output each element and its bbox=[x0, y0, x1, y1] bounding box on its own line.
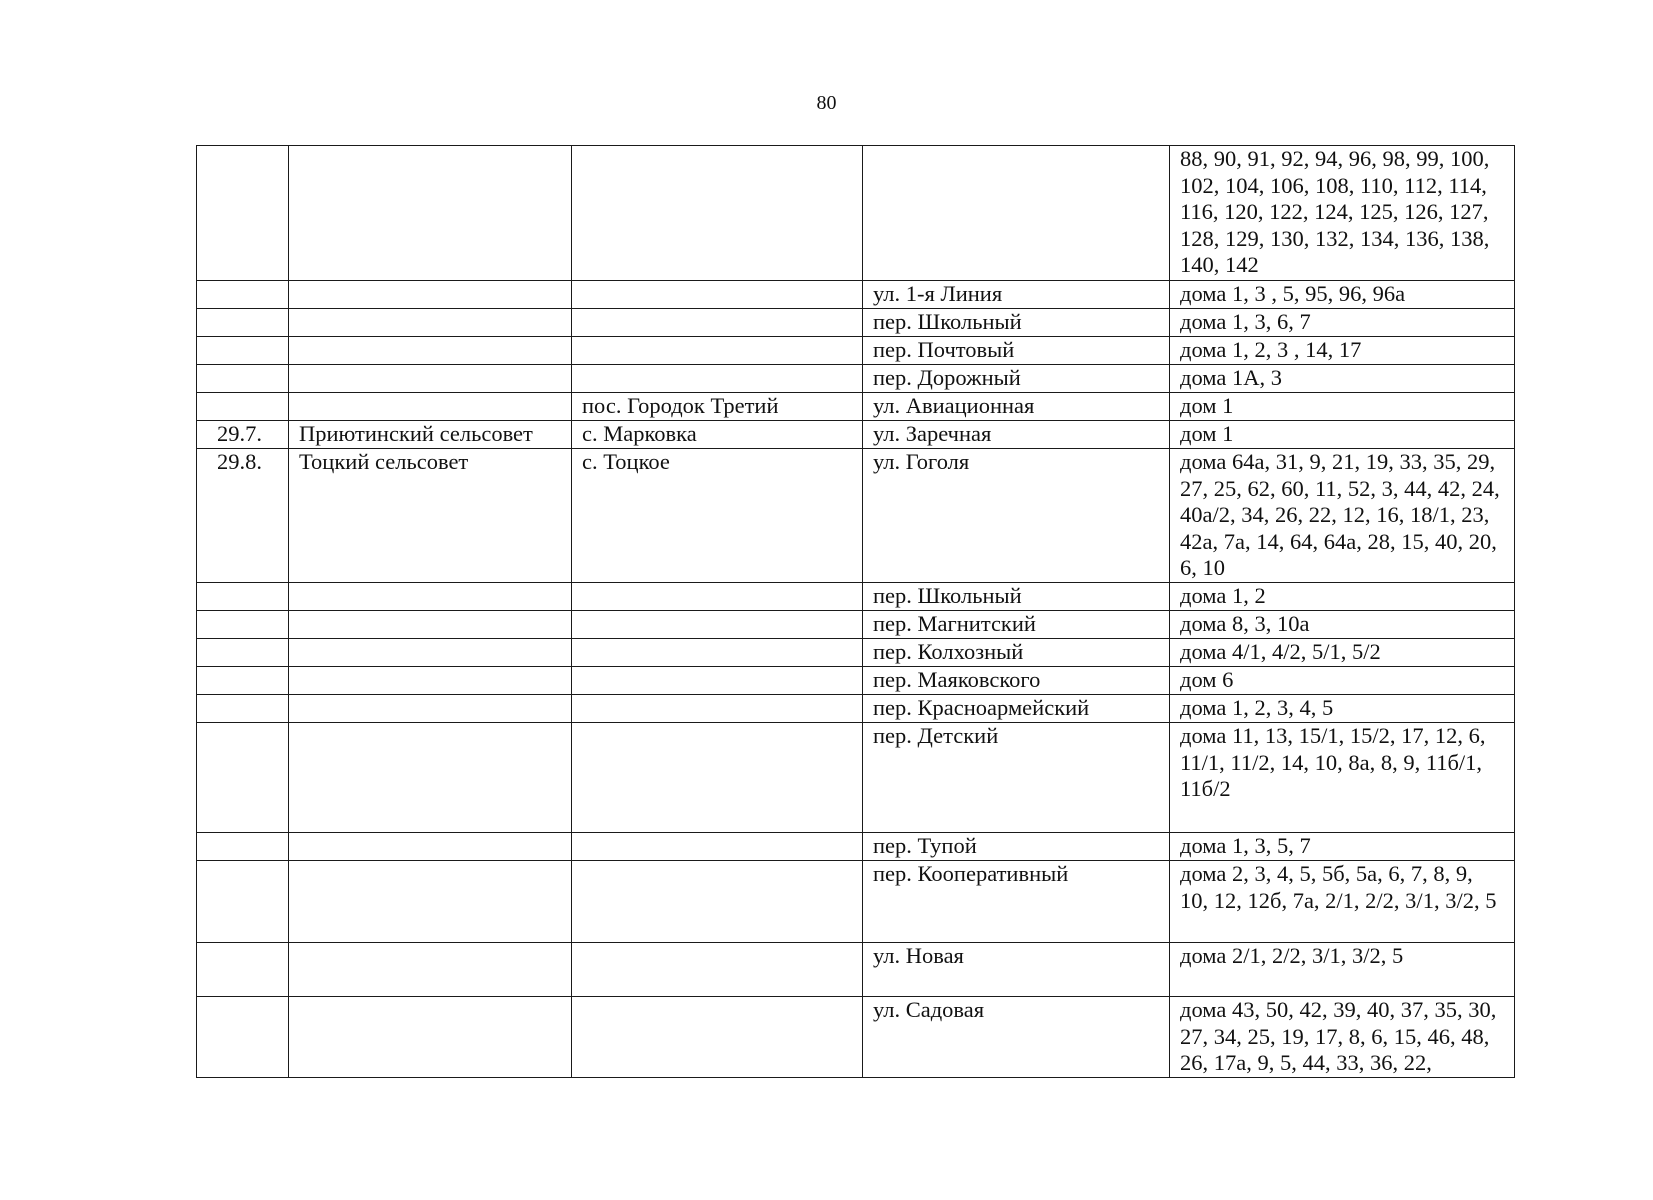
houses-cell: дома 1, 3 , 5, 95, 96, 96а bbox=[1170, 281, 1515, 309]
settlement-cell: пос. Городок Третий bbox=[572, 393, 863, 421]
houses-cell: дома 8, 3, 10а bbox=[1170, 611, 1515, 639]
houses-cell: дома 1, 3, 6, 7 bbox=[1170, 309, 1515, 337]
council-cell bbox=[289, 997, 572, 1078]
row-number-cell bbox=[197, 833, 289, 861]
row-number-cell: 29.7. bbox=[197, 421, 289, 449]
table-row bbox=[197, 337, 1515, 365]
houses-cell: дома 2/1, 2/2, 3/1, 3/2, 5 bbox=[1170, 943, 1515, 997]
settlement-cell bbox=[572, 861, 863, 943]
settlement-cell bbox=[572, 833, 863, 861]
settlement-cell bbox=[572, 667, 863, 695]
table-row bbox=[197, 449, 1515, 583]
table-row bbox=[197, 393, 1515, 421]
houses-cell: дома 1, 2, 3 , 14, 17 bbox=[1170, 337, 1515, 365]
row-number-cell bbox=[197, 611, 289, 639]
houses-cell: дома 1, 3, 5, 7 bbox=[1170, 833, 1515, 861]
council-cell bbox=[289, 611, 572, 639]
table-row bbox=[197, 421, 1515, 449]
table-row bbox=[197, 695, 1515, 723]
row-number-cell bbox=[197, 723, 289, 833]
settlement-cell bbox=[572, 639, 863, 667]
houses-cell: дома 11, 13, 15/1, 15/2, 17, 12, 6, 11/1, 11/2, 14, 10, 8а, 8, 9, 11б/1, 11б/2 bbox=[1170, 723, 1515, 833]
houses-cell: дома 1, 2, 3, 4, 5 bbox=[1170, 695, 1515, 723]
council-cell bbox=[289, 281, 572, 309]
street-cell: пер. Школьный bbox=[863, 583, 1170, 611]
street-cell: пер. Маяковского bbox=[863, 667, 1170, 695]
street-cell: ул. Новая bbox=[863, 943, 1170, 997]
street-cell: пер. Красноармейский bbox=[863, 695, 1170, 723]
table-row bbox=[197, 281, 1515, 309]
settlement-cell bbox=[572, 365, 863, 393]
table-row bbox=[197, 309, 1515, 337]
row-number-cell bbox=[197, 281, 289, 309]
council-cell: Тоцкий сельсовет bbox=[289, 449, 572, 583]
settlement-cell: с. Марковка bbox=[572, 421, 863, 449]
council-cell bbox=[289, 146, 572, 281]
row-number-cell bbox=[197, 997, 289, 1078]
table-row bbox=[197, 997, 1515, 1078]
settlement-cell bbox=[572, 281, 863, 309]
row-number-cell: 29.8. bbox=[197, 449, 289, 583]
street-cell: пер. Школьный bbox=[863, 309, 1170, 337]
table-row bbox=[197, 583, 1515, 611]
row-number-cell bbox=[197, 861, 289, 943]
settlement-cell bbox=[572, 943, 863, 997]
council-cell bbox=[289, 393, 572, 421]
row-number-cell bbox=[197, 337, 289, 365]
row-number-cell bbox=[197, 309, 289, 337]
table-row bbox=[197, 943, 1515, 997]
street-cell: ул. Гоголя bbox=[863, 449, 1170, 583]
table-row bbox=[197, 611, 1515, 639]
table-row bbox=[197, 723, 1515, 833]
council-cell bbox=[289, 639, 572, 667]
houses-cell: 88, 90, 91, 92, 94, 96, 98, 99, 100, 102, 104, 106, 108, 110, 112, 114, 116, 120, 122, 124, 125, 126, 127, 128, 129, 130, 132, 134, 136, 138, 140, 142 bbox=[1170, 146, 1515, 281]
row-number-cell bbox=[197, 365, 289, 393]
houses-cell: дома 1А, 3 bbox=[1170, 365, 1515, 393]
table-row bbox=[197, 146, 1515, 281]
houses-cell: дом 1 bbox=[1170, 421, 1515, 449]
street-cell: пер. Детский bbox=[863, 723, 1170, 833]
street-cell: пер. Магнитский bbox=[863, 611, 1170, 639]
settlement-cell bbox=[572, 583, 863, 611]
row-number-cell bbox=[197, 583, 289, 611]
council-cell bbox=[289, 943, 572, 997]
council-cell bbox=[289, 861, 572, 943]
row-number-cell bbox=[197, 639, 289, 667]
houses-cell: дом 1 bbox=[1170, 393, 1515, 421]
page-number: 80 bbox=[816, 92, 837, 114]
row-number-cell bbox=[197, 667, 289, 695]
settlement-cell bbox=[572, 997, 863, 1078]
street-cell bbox=[863, 146, 1170, 281]
houses-cell: дом 6 bbox=[1170, 667, 1515, 695]
street-cell: пер. Почтовый bbox=[863, 337, 1170, 365]
council-cell bbox=[289, 723, 572, 833]
street-cell: пер. Кооперативный bbox=[863, 861, 1170, 943]
table-row bbox=[197, 833, 1515, 861]
settlement-cell bbox=[572, 337, 863, 365]
settlement-cell bbox=[572, 723, 863, 833]
street-cell: ул. Заречная bbox=[863, 421, 1170, 449]
row-number-cell bbox=[197, 695, 289, 723]
street-cell: пер. Тупой bbox=[863, 833, 1170, 861]
street-cell: ул. 1-я Линия bbox=[863, 281, 1170, 309]
settlement-cell bbox=[572, 695, 863, 723]
address-register-table bbox=[196, 145, 1515, 1078]
street-cell: пер. Колхозный bbox=[863, 639, 1170, 667]
houses-cell: дома 4/1, 4/2, 5/1, 5/2 bbox=[1170, 639, 1515, 667]
settlement-cell bbox=[572, 309, 863, 337]
street-cell: ул. Авиационная bbox=[863, 393, 1170, 421]
table-row bbox=[197, 861, 1515, 943]
council-cell bbox=[289, 337, 572, 365]
council-cell bbox=[289, 583, 572, 611]
table-row bbox=[197, 639, 1515, 667]
houses-cell: дома 64а, 31, 9, 21, 19, 33, 35, 29, 27, 25, 62, 60, 11, 52, 3, 44, 42, 24, 40а/2, 34, 26, 22, 12, 16, 18/1, 23, 42а, 7а, 14, 64, 64а, 28, 15, 40, 20, 6, 10 bbox=[1170, 449, 1515, 583]
row-number-cell bbox=[197, 393, 289, 421]
settlement-cell bbox=[572, 146, 863, 281]
table-row bbox=[197, 365, 1515, 393]
settlement-cell bbox=[572, 611, 863, 639]
council-cell bbox=[289, 833, 572, 861]
council-cell bbox=[289, 365, 572, 393]
row-number-cell bbox=[197, 146, 289, 281]
houses-cell: дома 43, 50, 42, 39, 40, 37, 35, 30, 27, 34, 25, 19, 17, 8, 6, 15, 46, 48, 26, 17а, 9, 5, 44, 33, 36, 22, bbox=[1170, 997, 1515, 1078]
council-cell bbox=[289, 309, 572, 337]
row-number-cell bbox=[197, 943, 289, 997]
council-cell bbox=[289, 667, 572, 695]
council-cell: Приютинский сельсовет bbox=[289, 421, 572, 449]
settlement-cell: с. Тоцкое bbox=[572, 449, 863, 583]
street-cell: ул. Садовая bbox=[863, 997, 1170, 1078]
council-cell bbox=[289, 695, 572, 723]
houses-cell: дома 2, 3, 4, 5, 5б, 5а, 6, 7, 8, 9, 10, 12, 12б, 7а, 2/1, 2/2, 3/1, 3/2, 5 bbox=[1170, 861, 1515, 943]
houses-cell: дома 1, 2 bbox=[1170, 583, 1515, 611]
table-row bbox=[197, 667, 1515, 695]
street-cell: пер. Дорожный bbox=[863, 365, 1170, 393]
